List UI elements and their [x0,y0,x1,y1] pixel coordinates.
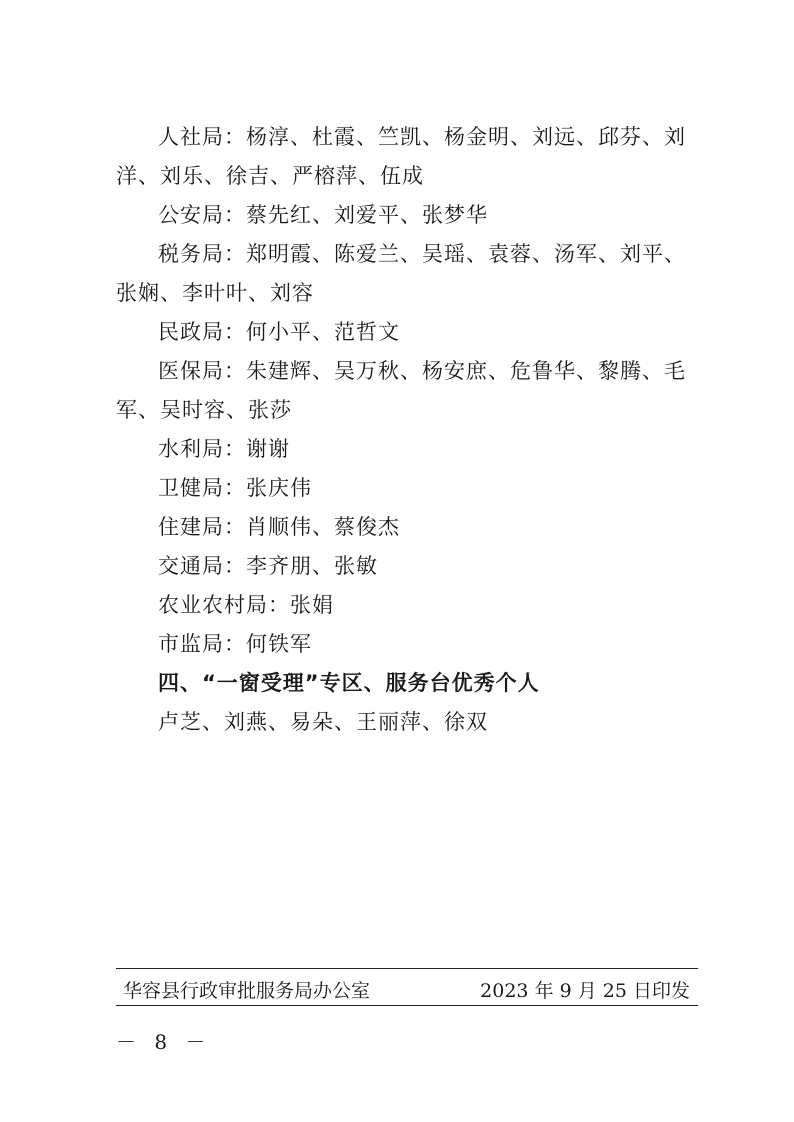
paragraph-text: 人社局：杨淳、杜霞、竺凯、杨金明、刘远、邱芬、刘洋、刘乐、徐吉、严榕萍、伍成 [116,125,686,188]
paragraph-zhujian [116,508,686,547]
page-number: － 8 － [116,1030,212,1054]
footer-bottom-rule [116,1005,698,1006]
paragraph-text: 市监局：何铁军 [158,632,312,656]
paragraph-renshe [116,118,686,196]
paragraph-text: 医保局：朱建辉、吴万秋、杨安庶、危鲁华、黎腾、毛军、吴时容、张莎 [116,359,686,422]
paragraph-minzheng [116,313,686,352]
paragraph-text: 卫健局：张庆伟 [158,476,312,500]
paragraph-text: 交通局：李齐朋、张敏 [158,554,378,578]
section-names-text: 卢芝、刘燕、易朵、王丽萍、徐双 [158,710,488,734]
footer-issue-date: 2023 年 9 月 25 日印发 [480,980,690,1002]
paragraph-shuili [116,430,686,469]
paragraph-text: 水利局：谢谢 [158,437,290,461]
paragraph-shuiwu [116,235,686,313]
section-names [116,703,686,742]
paragraph-shijian [116,625,686,664]
paragraph-nongye [116,586,686,625]
section-heading [116,664,686,703]
footer-top-rule [116,968,698,969]
paragraph-text: 公安局：蔡先红、刘爱平、张梦华 [158,203,488,227]
paragraph-text: 民政局：何小平、范哲文 [158,320,400,344]
paragraph-text: 农业农村局：张娟 [158,593,334,617]
paragraph-yibao [116,352,686,430]
footer-issuer: 华容县行政审批服务局办公室 [123,980,371,1002]
paragraph-weijian [116,469,686,508]
section-heading-text: 四、“一窗受理”专区、服务台优秀个人 [158,671,540,695]
paragraph-text: 住建局：肖顺伟、蔡俊杰 [158,515,400,539]
paragraph-text: 税务局：郑明霞、陈爱兰、吴瑶、袁蓉、汤军、刘平、张娴、李叶叶、刘容 [116,242,686,305]
paragraph-jiaotong [116,547,686,586]
paragraph-gongan [116,196,686,235]
